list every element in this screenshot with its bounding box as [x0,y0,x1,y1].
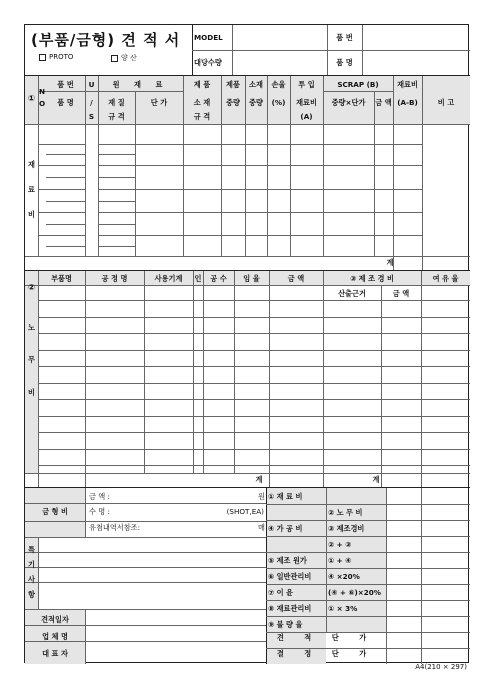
material-row-line [38,212,85,213]
summary-item-formula: ① × 3% [328,604,358,613]
material-subrow-line [46,224,85,225]
unit-price-label: 견 적 단 가 [276,633,376,642]
labor-row-line [38,432,470,433]
paper-size-note: A4(210 × 297) [415,663,467,671]
material-subrow-line [46,177,85,178]
material-row-line [393,189,422,190]
summary-item-label: ⑨ 불 량 율 [268,620,303,629]
summary-item-label: ⑧ 재료관리비 [268,604,312,613]
material-subrow-line [98,177,135,178]
labor-row-line [38,449,470,450]
labor-row-line [38,350,470,351]
labor-row-line [38,416,470,417]
material-row-line [393,235,422,236]
representative-label: 대 표 자 [42,649,68,658]
company-name-label: 업 체 명 [42,632,68,641]
final-price-label: 결 정 단 가 [276,649,376,658]
labor-row-line [38,317,470,318]
qty-per-unit-field[interactable] [233,51,326,74]
summary-item-formula: ① + ④ [328,556,352,565]
estimate-date-label: 견적일자 [41,615,69,624]
material-subrow-line [98,246,135,247]
material-subrow-line [46,246,85,247]
section-material-number: ① [27,94,36,104]
section-labor-number: ② [27,283,36,293]
labor-row-line [38,300,470,301]
model-label: MODEL [194,33,223,42]
material-row-line [183,165,393,166]
labor-total-label: 계 [255,475,263,484]
summary-item-formula: ② 노 무 비 [328,508,363,517]
material-subrow-line [98,154,135,155]
material-row-line [183,144,393,145]
material-row-line [393,144,422,145]
summary-item-formula: ② + ③ [328,540,352,549]
part-name-field[interactable] [363,51,469,74]
labor-row-line [38,399,470,400]
option-proto[interactable]: PROTO [39,53,73,61]
qty-per-unit-label: 대당수량 [194,58,222,67]
raw-material-header: 원 재 료 [112,80,169,89]
material-row-line [98,144,183,145]
summary-item-label: ⑤ 제조 원가 [268,556,307,565]
material-row-line [98,189,183,190]
model-field[interactable] [233,26,326,49]
material-subrow-line [98,224,135,225]
summary-item-formula: ③ 제조경비 [328,524,365,533]
overhead-total-label: 계 [372,475,380,484]
summary-item-formula: (④ + ⑥)×20% [328,588,381,597]
part-no-label: 품 번 [336,33,353,42]
material-row-line [38,165,85,166]
part-name-label: 품 명 [336,58,353,67]
material-row-line [98,212,183,213]
labor-row-line [38,366,470,367]
form-title: (부품/금형) 견 적 서 [31,31,181,49]
labor-row-line [38,383,470,384]
checkbox-proto[interactable] [39,54,46,61]
option-mass-production[interactable]: 양 산 [111,53,137,63]
summary-item-label: ① 재 료 비 [268,492,303,501]
summary-item-label: ⑥ 일반관리비 [268,572,312,581]
checkbox-mass-production[interactable] [111,55,118,62]
scrap-header: SCRAP (B) [337,80,379,89]
mold-cost-label: 금 형 비 [42,507,68,516]
material-row-line [183,212,393,213]
material-total-label: 계 [386,258,394,267]
part-no-field[interactable] [363,26,469,49]
material-row-line [98,165,183,166]
labor-row-line [38,333,470,334]
material-row-line [183,189,393,190]
material-subrow-line [98,201,135,202]
summary-item-formula: ④ ×20% [328,572,360,581]
material-row-line [98,235,183,236]
material-subrow-line [46,201,85,202]
material-subrow-line [46,154,85,155]
material-row-line [38,235,85,236]
material-row-line [38,189,85,190]
material-row-line [393,165,422,166]
summary-item-label: ⑦ 이 윤 [268,588,293,597]
material-row-line [393,212,422,213]
summary-item-label: ④ 가 공 비 [268,524,303,533]
estimate-form: (부품/금형) 견 적 서 PROTO 양 산 MODEL 품 번 대당수량 품 명 ① N O 품 번 품 명 U / S 원 재 료 재 질 규 격 단 가 제 품 소 재 규 격 제품 중량 소재 중량 손율 (%) 투 입 재료비 (A) SCRAP (B) 중량×단가 금 액 재료비 (A-B) 비 고 재 료 비 계 ② 부품명 공 정 명 사용기계 인 공 수 임 율 금 액 ③ 제 조 경 비 산출근거 금 액 여 유 율 노 무 비 계 계 금 형 비 금 액 : 원 수 명 : (SHOT,EA) 유첨내역서참조: 매 특 기 사 항 ① 재 료 비 ② 노 무 비 ④ 가 공 비 ③ 제조경비 ② + ③ ⑤ 제조 원가 ① + ④ ⑥ 일반관리비 ④ ×20% ⑦ 이 윤 (④ + ⑥)×20% ⑧ 재료관리비 ① × 3% ⑨ 불 량 율 견 적 단 가 결 정 단 가 견적일자 업 체 명 대 표 자 [24,24,469,663]
labor-row-line [38,465,470,466]
overhead-header: ③ 제 조 경 비 [350,274,394,283]
material-row-line [183,235,393,236]
material-row-line [38,144,85,145]
